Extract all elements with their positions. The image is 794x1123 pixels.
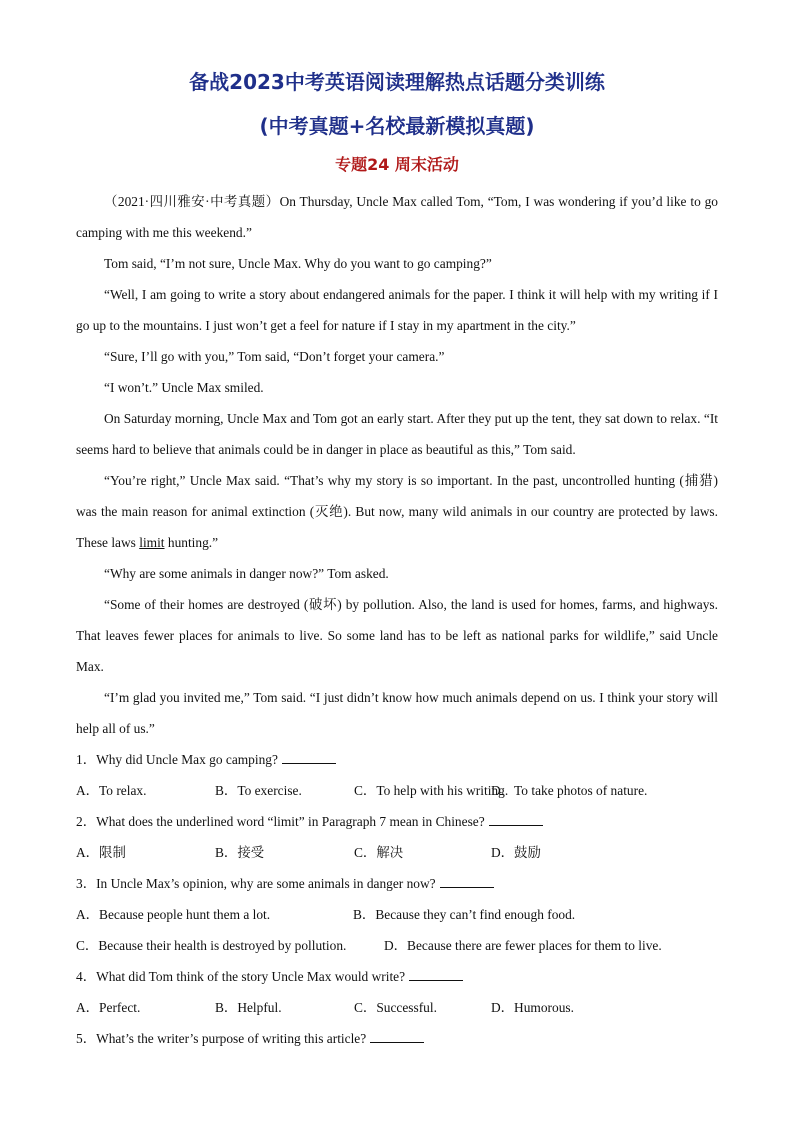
paragraph: Tom said, “I’m not sure, Uncle Max. Why do you want to go camping?” bbox=[104, 256, 492, 271]
option: C．Successful. bbox=[354, 1000, 437, 1015]
option: C．To help with his writing. bbox=[354, 783, 509, 798]
question-options bbox=[76, 992, 718, 1023]
option: B．接受 bbox=[215, 845, 265, 860]
option: D．Because there are fewer places for them to live. bbox=[384, 938, 662, 953]
paragraph: “Why are some animals in danger now?” Tom asked. bbox=[104, 566, 389, 581]
answer-blank[interactable] bbox=[409, 968, 463, 981]
option: D．To take photos of nature. bbox=[491, 783, 648, 798]
option: D．鼓励 bbox=[491, 845, 541, 860]
topic-title: 专题24 周末活动 bbox=[335, 155, 459, 174]
option: D．Humorous. bbox=[491, 1000, 574, 1015]
option: A．Because people hunt them a lot. bbox=[76, 907, 271, 922]
option: C．Because their health is destroyed by pollution. bbox=[76, 938, 347, 953]
underlined-word: limit bbox=[139, 535, 165, 550]
paragraph: （2021·四川雅安·中考真题）On Thursday, Uncle Max called Tom, “Tom, I was wondering if you’d like to go camping with me this weekend.” bbox=[76, 194, 718, 240]
option: C．解决 bbox=[354, 845, 404, 860]
question-options bbox=[76, 899, 718, 930]
paragraph: “Well, I am going to write a story about endangered animals for the paper. I think it will help with my writing if I go up to the mountains. I just won’t get a feel for nature if I stay in my apartment in the city.” bbox=[76, 287, 718, 333]
passage-body bbox=[76, 186, 718, 1054]
paragraph: “Sure, I’ll go with you,” Tom said, “Don’t forget your camera.” bbox=[104, 349, 445, 364]
paragraph: “I won’t.” Uncle Max smiled. bbox=[104, 380, 264, 395]
question-stem: 5．What’s the writer’s purpose of writing this article? bbox=[76, 1023, 718, 1054]
question-options bbox=[76, 837, 718, 868]
option: B．Helpful. bbox=[215, 1000, 282, 1015]
option: A．To relax. bbox=[76, 783, 147, 798]
paragraph: On Saturday morning, Uncle Max and Tom got an early start. After they put up the tent, they sat down to relax. “It seems hard to believe that animals could be in danger in place as beautiful as this,” Tom said. bbox=[76, 411, 718, 457]
paragraph: “Some of their homes are destroyed (破坏) by pollution. Also, the land is used for homes, farms, and highways. That leaves fewer places for animals to live. So some land has to be left as national parks for wildlife,” said Uncle Max. bbox=[76, 597, 718, 674]
answer-blank[interactable] bbox=[370, 1030, 424, 1043]
paragraph: “You’re right,” Uncle Max said. “That’s why my story is so important. In the past, uncontrolled hunting (捕猎) was the main reason for animal extinction (灭绝). But now, many wild animals in our country are protected by laws. These laws limit hunting.” bbox=[76, 473, 718, 550]
answer-blank[interactable] bbox=[440, 875, 494, 888]
option: B．Because they can’t find enough food. bbox=[353, 907, 576, 922]
question-stem: 4．What did Tom think of the story Uncle Max would write? bbox=[76, 961, 718, 992]
question-stem: 3．In Uncle Max’s opinion, why are some animals in danger now? bbox=[76, 868, 718, 899]
document-title-subline: (中考真题+名校最新模拟真题) bbox=[259, 114, 535, 138]
document-title: 备战2023中考英语阅读理解热点话题分类训练 bbox=[189, 70, 605, 94]
source-label: （2021·四川雅安·中考真题） bbox=[104, 194, 280, 209]
paragraph: “I’m glad you invited me,” Tom said. “I just didn’t know how much animals depend on us. I think your story will help all of us.” bbox=[76, 690, 718, 736]
option: A．限制 bbox=[76, 845, 126, 860]
answer-blank[interactable] bbox=[282, 751, 336, 764]
answer-blank[interactable] bbox=[489, 813, 543, 826]
option: B．To exercise. bbox=[215, 783, 302, 798]
option: A．Perfect. bbox=[76, 1000, 141, 1015]
question-stem: 2．What does the underlined word “limit” in Paragraph 7 mean in Chinese? bbox=[76, 806, 718, 837]
question-options bbox=[76, 930, 718, 961]
question-options bbox=[76, 775, 718, 806]
question-stem: 1．Why did Uncle Max go camping? bbox=[76, 744, 718, 775]
